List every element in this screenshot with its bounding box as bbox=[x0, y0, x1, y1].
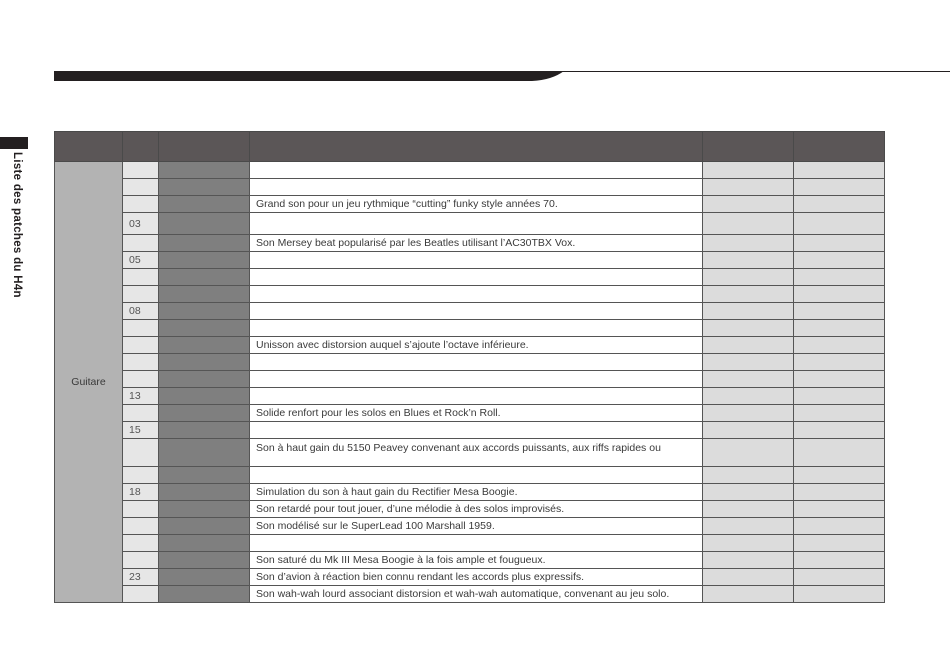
header-cell-number bbox=[123, 132, 159, 162]
patch-param-cell bbox=[794, 586, 885, 603]
patch-description-cell: Son à haut gain du 5150 Peavey convenant aux accords puissants, aux riffs rapides ou bbox=[250, 439, 703, 467]
patch-param-cell bbox=[703, 354, 794, 371]
patch-name-cell bbox=[159, 439, 250, 467]
header-cell-col6 bbox=[794, 132, 885, 162]
patch-param-cell bbox=[794, 303, 885, 320]
patch-name-cell bbox=[159, 337, 250, 354]
section-tab-marker bbox=[0, 137, 28, 149]
patch-description-cell: Unisson avec distorsion auquel s’ajoute l’octave inférieure. bbox=[250, 337, 703, 354]
patch-param-cell bbox=[794, 552, 885, 569]
patch-number-cell bbox=[123, 337, 159, 354]
patch-param-cell bbox=[794, 569, 885, 586]
table-row bbox=[55, 388, 885, 405]
patch-name-cell bbox=[159, 405, 250, 422]
patch-param-cell bbox=[794, 320, 885, 337]
table-row bbox=[55, 252, 885, 269]
patch-number-cell bbox=[123, 439, 159, 467]
patch-param-cell bbox=[794, 405, 885, 422]
patch-description-cell bbox=[250, 371, 703, 388]
patch-name-cell bbox=[159, 552, 250, 569]
patch-param-cell bbox=[703, 286, 794, 303]
table-row bbox=[55, 303, 885, 320]
table-row bbox=[55, 586, 885, 603]
patch-param-cell bbox=[794, 235, 885, 252]
patch-number-cell bbox=[123, 179, 159, 196]
table-row bbox=[55, 569, 885, 586]
table-row bbox=[55, 439, 885, 467]
patch-number-cell: 23 bbox=[123, 569, 159, 586]
patch-param-cell bbox=[794, 337, 885, 354]
patch-param-cell bbox=[703, 405, 794, 422]
category-cell: Guitare bbox=[55, 162, 123, 603]
patch-description-cell bbox=[250, 535, 703, 552]
patch-name-cell bbox=[159, 484, 250, 501]
patch-param-cell bbox=[703, 422, 794, 439]
patch-number-cell: 15 bbox=[123, 422, 159, 439]
patch-param-cell bbox=[703, 213, 794, 235]
header-cell-name bbox=[159, 132, 250, 162]
patch-description-cell: Son d’avion à réaction bien connu rendant les accords plus expressifs. bbox=[250, 569, 703, 586]
patch-param-cell bbox=[794, 196, 885, 213]
table-row bbox=[55, 235, 885, 252]
patch-name-cell bbox=[159, 179, 250, 196]
patch-param-cell bbox=[794, 484, 885, 501]
patch-param-cell bbox=[703, 535, 794, 552]
patch-param-cell bbox=[703, 484, 794, 501]
patch-description-cell bbox=[250, 388, 703, 405]
patch-name-cell bbox=[159, 422, 250, 439]
patch-name-cell bbox=[159, 535, 250, 552]
patch-number-cell: 18 bbox=[123, 484, 159, 501]
patch-name-cell bbox=[159, 371, 250, 388]
patch-number-cell bbox=[123, 196, 159, 213]
patch-param-cell bbox=[794, 439, 885, 467]
table-row bbox=[55, 501, 885, 518]
table-row bbox=[55, 269, 885, 286]
patch-number-cell: 03 bbox=[123, 213, 159, 235]
table-row bbox=[55, 552, 885, 569]
patch-description-cell bbox=[250, 213, 703, 235]
patch-param-cell bbox=[794, 422, 885, 439]
patch-name-cell bbox=[159, 269, 250, 286]
patch-number-cell: 05 bbox=[123, 252, 159, 269]
patch-description-cell bbox=[250, 179, 703, 196]
patch-description-cell bbox=[250, 286, 703, 303]
patch-number-cell: 08 bbox=[123, 303, 159, 320]
patch-number-cell bbox=[123, 162, 159, 179]
patch-description-cell: Son retardé pour tout jouer, d’une mélodie à des solos improvisés. bbox=[250, 501, 703, 518]
patch-description-cell: Grand son pour un jeu rythmique “cutting” funky style années 70. bbox=[250, 196, 703, 213]
patch-param-cell bbox=[794, 518, 885, 535]
patch-description-cell: Son Mersey beat popularisé par les Beatles utilisant l’AC30TBX Vox. bbox=[250, 235, 703, 252]
table-row bbox=[55, 518, 885, 535]
header-band bbox=[54, 71, 950, 81]
patch-number-cell bbox=[123, 371, 159, 388]
patch-name-cell bbox=[159, 196, 250, 213]
patch-param-cell bbox=[703, 501, 794, 518]
header-cell-col5 bbox=[703, 132, 794, 162]
patch-param-cell bbox=[794, 371, 885, 388]
patch-number-cell bbox=[123, 535, 159, 552]
patch-name-cell bbox=[159, 586, 250, 603]
patch-number-cell bbox=[123, 501, 159, 518]
patch-param-cell bbox=[703, 252, 794, 269]
table-row bbox=[55, 484, 885, 501]
patch-param-cell bbox=[794, 269, 885, 286]
patch-param-cell bbox=[794, 252, 885, 269]
patch-name-cell bbox=[159, 388, 250, 405]
patch-number-cell bbox=[123, 354, 159, 371]
patch-name-cell bbox=[159, 518, 250, 535]
patch-number-cell bbox=[123, 320, 159, 337]
patch-number-cell bbox=[123, 405, 159, 422]
patch-name-cell bbox=[159, 252, 250, 269]
patch-param-cell bbox=[703, 269, 794, 286]
patch-param-cell bbox=[703, 586, 794, 603]
table-row bbox=[55, 354, 885, 371]
table-row bbox=[55, 405, 885, 422]
patch-param-cell bbox=[703, 179, 794, 196]
patch-param-cell bbox=[703, 235, 794, 252]
patch-param-cell bbox=[794, 213, 885, 235]
patch-name-cell bbox=[159, 213, 250, 235]
patch-param-cell bbox=[703, 337, 794, 354]
patch-description-cell bbox=[250, 422, 703, 439]
patch-number-cell bbox=[123, 586, 159, 603]
patch-name-cell bbox=[159, 162, 250, 179]
table-row bbox=[55, 286, 885, 303]
patch-description-cell bbox=[250, 467, 703, 484]
patch-param-cell bbox=[703, 388, 794, 405]
patch-name-cell bbox=[159, 467, 250, 484]
table-row bbox=[55, 320, 885, 337]
table-row bbox=[55, 371, 885, 388]
patch-description-cell: Son modélisé sur le SuperLead 100 Marshall 1959. bbox=[250, 518, 703, 535]
patch-param-cell bbox=[703, 518, 794, 535]
patch-name-cell bbox=[159, 286, 250, 303]
patch-param-cell bbox=[794, 286, 885, 303]
table-row bbox=[55, 213, 885, 235]
patch-param-cell bbox=[703, 371, 794, 388]
table-row bbox=[55, 535, 885, 552]
table-header-row bbox=[55, 132, 885, 162]
patch-param-cell bbox=[703, 303, 794, 320]
patch-param-cell bbox=[794, 179, 885, 196]
patch-param-cell bbox=[703, 320, 794, 337]
patch-name-cell bbox=[159, 303, 250, 320]
patch-param-cell bbox=[794, 535, 885, 552]
patch-number-cell: 13 bbox=[123, 388, 159, 405]
header-cell-description bbox=[250, 132, 703, 162]
patch-param-cell bbox=[794, 467, 885, 484]
patch-number-cell bbox=[123, 269, 159, 286]
patch-description-cell: Son saturé du Mk III Mesa Boogie à la fois ample et fougueux. bbox=[250, 552, 703, 569]
patch-name-cell bbox=[159, 569, 250, 586]
patch-description-cell: Simulation du son à haut gain du Rectifier Mesa Boogie. bbox=[250, 484, 703, 501]
patch-description-cell bbox=[250, 303, 703, 320]
patch-param-cell bbox=[794, 354, 885, 371]
patch-table bbox=[54, 131, 885, 603]
patch-number-cell bbox=[123, 467, 159, 484]
patch-number-cell bbox=[123, 518, 159, 535]
patch-description-cell bbox=[250, 162, 703, 179]
patch-description-cell bbox=[250, 354, 703, 371]
patch-param-cell bbox=[703, 467, 794, 484]
table-row bbox=[55, 467, 885, 484]
patch-param-cell bbox=[703, 439, 794, 467]
patch-param-cell bbox=[794, 388, 885, 405]
patch-number-cell bbox=[123, 235, 159, 252]
table-row bbox=[55, 196, 885, 213]
patch-param-cell bbox=[703, 162, 794, 179]
patch-number-cell bbox=[123, 552, 159, 569]
patch-name-cell bbox=[159, 354, 250, 371]
patch-name-cell bbox=[159, 235, 250, 252]
table-row bbox=[55, 162, 885, 179]
section-label: Liste des patches du H4n bbox=[11, 152, 23, 298]
patch-param-cell bbox=[794, 162, 885, 179]
patch-name-cell bbox=[159, 501, 250, 518]
patch-param-cell bbox=[703, 552, 794, 569]
patch-number-cell bbox=[123, 286, 159, 303]
table-row bbox=[55, 337, 885, 354]
patch-name-cell bbox=[159, 320, 250, 337]
patch-description-cell bbox=[250, 252, 703, 269]
patch-description-cell: Solide renfort pour les solos en Blues et Rock’n Roll. bbox=[250, 405, 703, 422]
patch-description-cell: Son wah-wah lourd associant distorsion et wah-wah automatique, convenant au jeu solo. bbox=[250, 586, 703, 603]
patch-param-cell bbox=[703, 196, 794, 213]
table-row bbox=[55, 422, 885, 439]
patch-description-cell bbox=[250, 269, 703, 286]
patch-param-cell bbox=[703, 569, 794, 586]
patch-description-cell bbox=[250, 320, 703, 337]
header-cell-category bbox=[55, 132, 123, 162]
patch-param-cell bbox=[794, 501, 885, 518]
table-row bbox=[55, 179, 885, 196]
